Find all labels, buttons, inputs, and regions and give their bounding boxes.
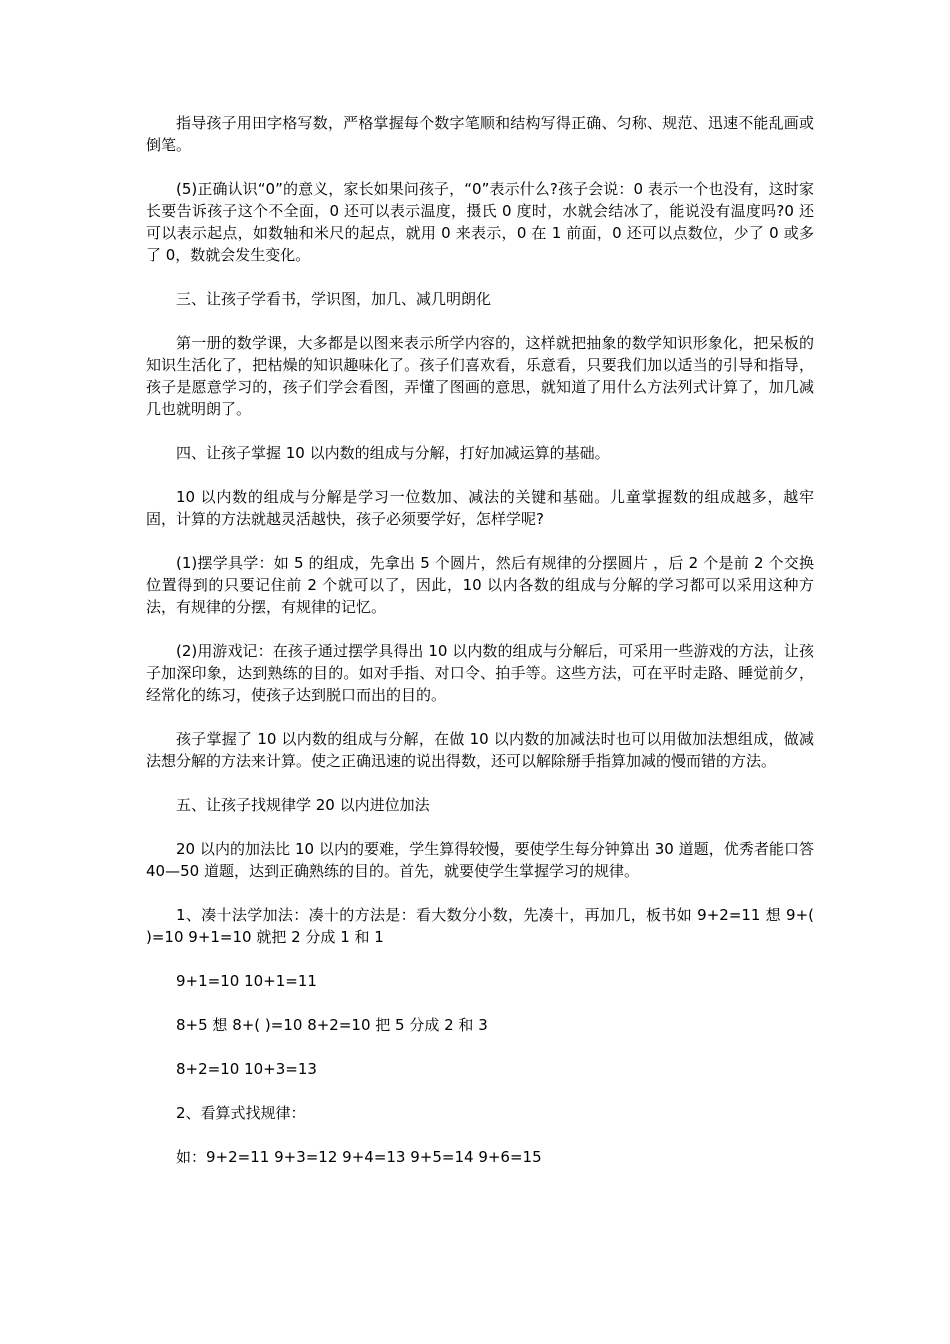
- formula-line: 8+2=10 10+3=13: [176, 1060, 317, 1078]
- formula-example-line: 如：9+2=11 9+3=12 9+4=13 9+5=14 9+6=15: [176, 1148, 542, 1166]
- paragraph-mastery: 孩子掌握了 10 以内数的组成与分解，在做 10 以内数的加减法时也可以用做加法想组成，做减法想分解的方法来计算。使之正确迅速的说出得数，还可以解除掰手指算加减的慢而错的方法。: [146, 730, 814, 770]
- paragraph-manipulatives: (1)摆学具学：如 5 的组成，先拿出 5 个圆片，然后有规律的分摆圆片 ，后 2 个是前 2 个交换位置得到的只要记住前 2 个就可以了，因此，10 以内各数的组成与分解的学习都可以采用这种方法，有规律的分摆，有规律的记忆。: [146, 554, 814, 616]
- paragraph-zero-meaning: (5)正确认识“0”的意义，家长如果问孩子，“0”表示什么?孩子会说：0 表示一个也没有，这时家长要告诉孩子这个不全面，0 还可以表示温度，摄氏 0 度时，水就会结冰了，能说没有温度吗?0 还可以表示起点，如数轴和米尺的起点，就用 0 来表示，0 在 1 前面，0 还可以点数位，少了 0 或多了 0，数就会发生变化。: [146, 180, 814, 264]
- formula-line: 9+1=10 10+1=11: [176, 972, 317, 990]
- section-heading-three: 三、让孩子学看书，学识图，加几、减几明朗化: [176, 290, 492, 308]
- section-heading-four: 四、让孩子掌握 10 以内数的组成与分解，打好加减运算的基础。: [176, 444, 610, 462]
- paragraph-twenty-addition: 20 以内的加法比 10 以内的要难，学生算得较慢，要使学生每分钟算出 30 道题，优秀者能口答 40—50 道题，达到正确熟练的目的。首先，就要使学生掌握学习的规律。: [146, 840, 814, 880]
- paragraph-games: (2)用游戏记：在孩子通过摆学具得出 10 以内数的组成与分解后，可采用一些游戏的方法，让孩子加深印象，达到熟练的目的。如对手指、对口令、拍手等。这些方法，可在平时走路、睡觉前夕，经常化的练习，使孩子达到脱口而出的目的。: [146, 642, 814, 704]
- subheading-find-pattern: 2、看算式找规律：: [176, 1104, 306, 1122]
- paragraph-writing-digits: 指导孩子用田字格写数，严格掌握每个数字笔顺和结构写得正确、匀称、规范、迅速不能乱画或倒笔。: [146, 114, 814, 154]
- section-heading-five: 五、让孩子找规律学 20 以内进位加法: [176, 796, 430, 814]
- paragraph-composition-basis: 10 以内数的组成与分解是学习一位数加、减法的关键和基础。儿童掌握数的组成越多，越牢固，计算的方法就越灵活越快，孩子必须要学好，怎样学呢?: [146, 488, 814, 528]
- formula-line: 8+5 想 8+( )=10 8+2=10 把 5 分成 2 和 3: [176, 1016, 488, 1034]
- paragraph-picture-reading: 第一册的数学课，大多都是以图来表示所学内容的，这样就把抽象的数学知识形象化，把呆板的知识生活化了，把枯燥的知识趣味化了。孩子们喜欢看，乐意看，只要我们加以适当的引导和指导，孩子是愿意学习的，孩子们学会看图，弄懂了图画的意思，就知道了用什么方法列式计算了，加几减几也就明朗了。: [146, 334, 814, 418]
- paragraph-make-ten-method: 1、凑十法学加法：凑十的方法是：看大数分小数，先凑十，再加几，板书如 9+2=11 想 9+( )=10 9+1=10 就把 2 分成 1 和 1: [146, 906, 814, 946]
- document-page: [146, 112, 814, 1190]
